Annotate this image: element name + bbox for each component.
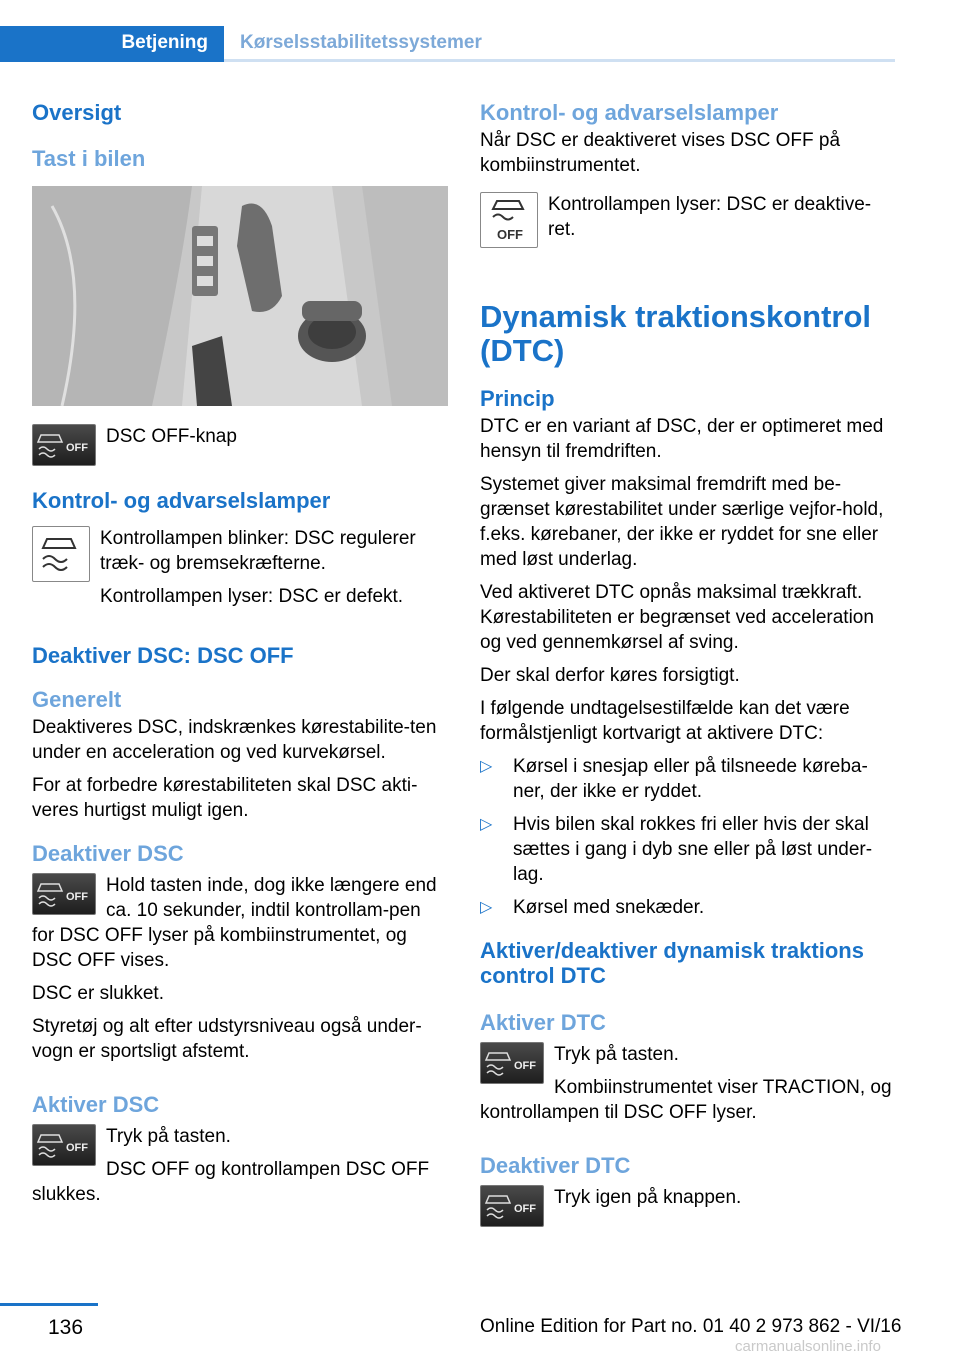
tab-korselsstabilitet[interactable]: Kørselsstabilitetssystemer: [240, 32, 482, 53]
svg-text:OFF: OFF: [497, 227, 523, 242]
svg-text:OFF: OFF: [66, 1142, 88, 1154]
princip-p5: I følgende undtagelsestilfælde kan det være formålstjenligt kortvarigt at aktivere DTC:: [480, 698, 850, 744]
dsc-off-caption: DSC OFF-knap: [106, 426, 237, 447]
heading-kontrol-right: Kontrol- og advarselslamper: [480, 100, 779, 125]
footer-line: [0, 1303, 98, 1306]
aktiver-dtc-p2: Kombiinstrumentet viser TRACTION, og kontrollampen til DSC OFF lyser.: [480, 1077, 892, 1123]
princip-p3: Ved aktiveret DTC opnås maksimal trækkraft. Kørestabiliteten er begrænset ved acceleration og ved gennemkørsel af sving.: [480, 582, 874, 653]
heading-deaktiver-dsc: Deaktiver DSC: [32, 841, 184, 866]
deaktiver-dsc-p3: Styretøj og alt efter udstyrsniveau også under-vogn er sportsligt afstemt.: [32, 1016, 422, 1062]
heading-deaktiver-dsc-off: Deaktiver DSC: DSC OFF: [32, 643, 294, 668]
svg-text:OFF: OFF: [514, 1203, 536, 1215]
dsc-off-icon: [480, 1185, 544, 1227]
right-column: [480, 100, 896, 1231]
bullet-triangle-icon: ▷: [480, 758, 493, 775]
heading-tast: Tast i bilen: [32, 146, 146, 171]
generelt-p2: For at forbedre kørestabiliteten skal DSC akti-veres hurtigst muligt igen.: [32, 775, 418, 821]
dsc-warning-lamp-icon: [32, 526, 90, 582]
tab-underline: [224, 59, 895, 62]
aktiver-dtc-p1: Tryk på tasten.: [554, 1044, 679, 1065]
deaktiver-dsc-p2: DSC er slukket.: [32, 983, 164, 1004]
deaktiver-dtc-p1: Tryk igen på knappen.: [554, 1187, 742, 1208]
kontrol-left-p2: Kontrollampen lyser: DSC er defekt.: [100, 586, 404, 607]
aktiver-dsc-p1: Tryk på tasten.: [106, 1126, 231, 1147]
deaktiver-dtc-row: [480, 1185, 896, 1231]
heading-aktiver-dtc: Aktiver DTC: [480, 1010, 606, 1035]
heading-dtc: Dynamisk traktionskontrol (DTC): [480, 299, 872, 368]
svg-text:OFF: OFF: [514, 1060, 536, 1072]
header-tabs: [0, 26, 895, 62]
edition-text: Online Edition for Part no. 01 40 2 973 862 - VI/16: [480, 1316, 902, 1337]
kontrol-right-p1: Når DSC er deaktiveret vises DSC OFF på kombiinstrumentet.: [480, 130, 841, 176]
aktiver-dtc-row: [480, 1042, 896, 1125]
page-number: 136: [48, 1316, 84, 1339]
heading-generelt: Generelt: [32, 687, 122, 712]
dsc-off-icon: [32, 1124, 96, 1166]
dtc-situations-list: [480, 754, 896, 920]
bullet-triangle-icon: ▷: [480, 816, 493, 833]
heading-kontrol-left: Kontrol- og advarselslamper: [32, 488, 331, 513]
svg-text:OFF: OFF: [66, 442, 88, 454]
heading-aktiver-dsc: Aktiver DSC: [32, 1092, 160, 1117]
princip-p1: DTC er en variant af DSC, der er optimeret med hensyn til fremdriften.: [480, 416, 884, 462]
dsc-off-icon: [32, 424, 96, 466]
heading-aktiver-deaktiver-dtc: Aktiver/deaktiver dynamisk traktions control DTC: [480, 938, 864, 988]
deaktiver-dsc-row: [32, 873, 448, 973]
kontrol-right-row: [480, 192, 896, 252]
list-item: ▷ Kørsel med snekæder.: [480, 897, 705, 918]
list-item: ▷ Hvis bilen skal rokkes fri eller hvis der skal sættes i gang i dyb sne eller på løst under-lag.: [480, 814, 873, 885]
deaktiver-dsc-p1: Hold tasten inde, dog ikke længere end ca. 10 sekunder, indtil kontrollam-pen for DSC OFF lyser på kombiinstrumentet, og DSC OFF vises.: [32, 875, 437, 971]
kontrol-right-p2: Kontrollampen lyser: DSC er deaktive-ret.: [548, 194, 872, 240]
bullet-triangle-icon: ▷: [480, 899, 493, 916]
dsc-off-icon: [32, 873, 96, 915]
svg-text:OFF: OFF: [66, 891, 88, 903]
tab-betjening[interactable]: [0, 26, 224, 62]
kontrol-left-row: [32, 526, 448, 617]
heading-princip: Princip: [480, 386, 555, 411]
watermark: carmanualsonline.info: [735, 1338, 881, 1355]
aktiver-dsc-row: [32, 1124, 448, 1207]
left-column: [32, 100, 448, 1215]
princip-p2: Systemet giver maksimal fremdrift med be-grænset kørestabilitet under særlige vejfor-hold, f.eks. kørebaner, der ikke er ryddet for sne eller med løst underlag.: [480, 474, 884, 570]
tab-betjening-label: Betjening: [121, 32, 208, 53]
dsc-off-lamp-icon: [480, 192, 538, 248]
console-photo: [32, 186, 448, 406]
heading-oversigt: Oversigt: [32, 100, 122, 125]
kontrol-left-p1: Kontrollampen blinker: DSC regulerer træk- og bremsekræfterne.: [100, 528, 416, 574]
dsc-off-key-row: [32, 424, 448, 470]
princip-p4: Der skal derfor køres forsigtigt.: [480, 665, 740, 686]
list-item: ▷ Kørsel i snesjap eller på tilsneede køreba-ner, der ikke er ryddet.: [480, 756, 868, 802]
aktiver-dsc-p2: DSC OFF og kontrollampen DSC OFF slukkes.: [32, 1159, 430, 1205]
generelt-p1: Deaktiveres DSC, indskrænkes kørestabilite-ten under en acceleration og ved kurvekørsel.: [32, 717, 437, 763]
dsc-off-icon: [480, 1042, 544, 1084]
heading-deaktiver-dtc: Deaktiver DTC: [480, 1153, 631, 1178]
